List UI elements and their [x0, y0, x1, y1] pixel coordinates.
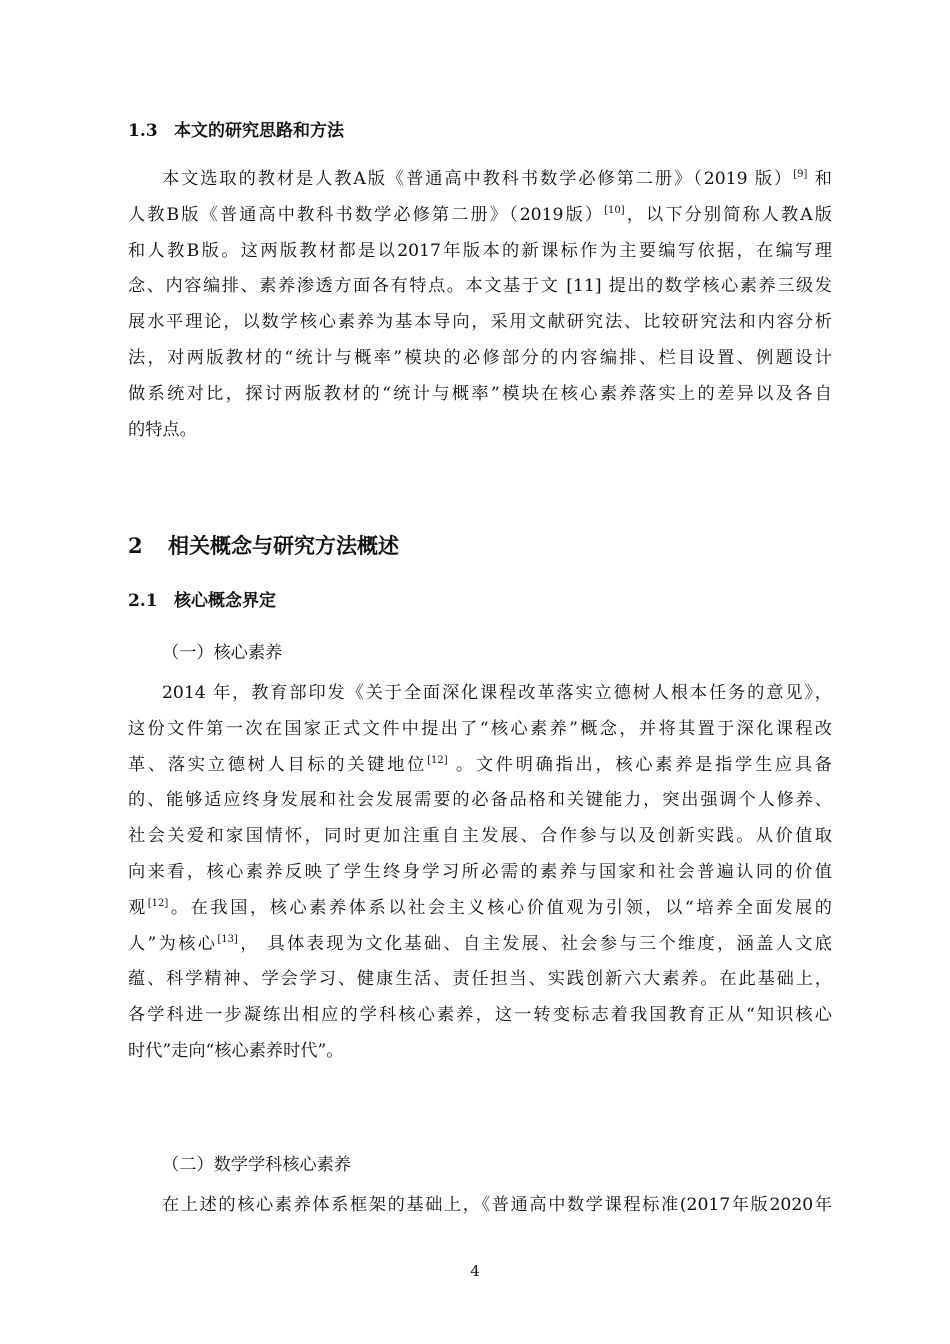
- citation: [13]: [217, 933, 238, 945]
- text-line: 时代”走向“核心素养时代”。: [128, 1040, 344, 1061]
- paragraph-math-literacy: [128, 1188, 832, 1224]
- section-number: 2.1: [128, 591, 158, 611]
- text-line: 在上述的核心素养体系框架的基础上，《普通高中数学课程标准(2017年版2020年: [162, 1195, 832, 1215]
- subheading-math-literacy: （二）数学学科核心素养: [162, 1155, 352, 1175]
- text-line: 向来看，核心素养反映了学生终身学习所必需的素养与国家和社会普遍认同的价值: [128, 861, 832, 882]
- section-1-3-heading: [128, 116, 344, 141]
- section-2-heading: [128, 530, 399, 560]
- citation: [9]: [793, 169, 808, 180]
- text-line: 革、落实立德树人目标的关键地位[12] 。文件明确指出，核心素养是指学生应具备: [128, 754, 832, 775]
- text-line: 做系统对比，探讨两版教材的“统计与概率”模块在核心素养落实上的差异以及各自: [128, 383, 832, 404]
- citation: [12]: [427, 754, 448, 766]
- subheading-core-literacy: （一）核心素养: [162, 643, 283, 663]
- text-line: 的特点。: [128, 419, 197, 440]
- text-line: 这份文件第一次在国家正式文件中提出了“核心素养”概念，并将其置于深化课程改: [128, 718, 832, 739]
- text-line: 念、内容编排、素养渗透方面各有特点。本文基于文 [11] 提出的数学核心素养三级发: [128, 276, 832, 297]
- text-line: 2014 年，教育部印发《关于全面深化课程改革落实立德树人根本任务的意见》，: [162, 683, 832, 703]
- citation: [10]: [604, 204, 625, 216]
- section-number: 1.3: [128, 121, 158, 141]
- text-line: 蕴、科学精神、学会学习、健康生活、责任担当、实践创新六大素养。在此基础上，: [128, 969, 832, 990]
- section-number: 2: [128, 533, 143, 558]
- citation: [12]: [147, 897, 169, 909]
- text-line: 和人教B版。这两版教材都是以2017年版本的新课标作为主要编写依据，在编写理: [128, 240, 832, 261]
- section-title: 本文的研究思路和方法: [174, 121, 344, 141]
- text-line: 社会关爱和家国情怀，同时更加注重自主发展、合作参与以及创新实践。从价值取: [128, 826, 832, 847]
- text-line: 各学科进一步凝练出相应的学科核心素养，这一转变标志着我国教育正从“知识核心: [128, 1005, 832, 1026]
- text-line: 法，对两版教材的“统计与概率”模块的必修部分的内容编排、栏目设置、例题设计: [128, 347, 832, 368]
- text-line: 人教B版《普通高中教科书数学必修第二册》（2019版）[10]，以下分别简称人教A版: [128, 204, 832, 225]
- text-line: 展水平理论，以数学核心素养为基本导向，采用文献研究法、比较研究法和内容分析: [128, 312, 832, 333]
- text-line: 人”为核心[13]， 具体表现为文化基础、自主发展、社会参与三个维度，涵盖人文底: [128, 933, 832, 954]
- text-line: 本文选取的教材是人教A版《普通高中教科书数学必修第二册》（2019 版）[9] 和: [162, 169, 832, 189]
- paragraph-core-literacy: [128, 676, 832, 1070]
- text-line: 的、能够适应终身发展和社会发展需要的必备品格和关键能力，突出强调个人修养、: [128, 790, 832, 811]
- page-number: 4: [470, 1262, 480, 1280]
- text-line: 观[12]。在我国，核心素养体系以社会主义核心价值观为引领，以“培养全面发展的: [128, 897, 832, 918]
- section-title: 核心概念界定: [174, 591, 276, 611]
- section-2-1-heading: [128, 586, 276, 611]
- paragraph-research-approach: [128, 162, 832, 448]
- section-title: 相关概念与研究方法概述: [168, 533, 399, 558]
